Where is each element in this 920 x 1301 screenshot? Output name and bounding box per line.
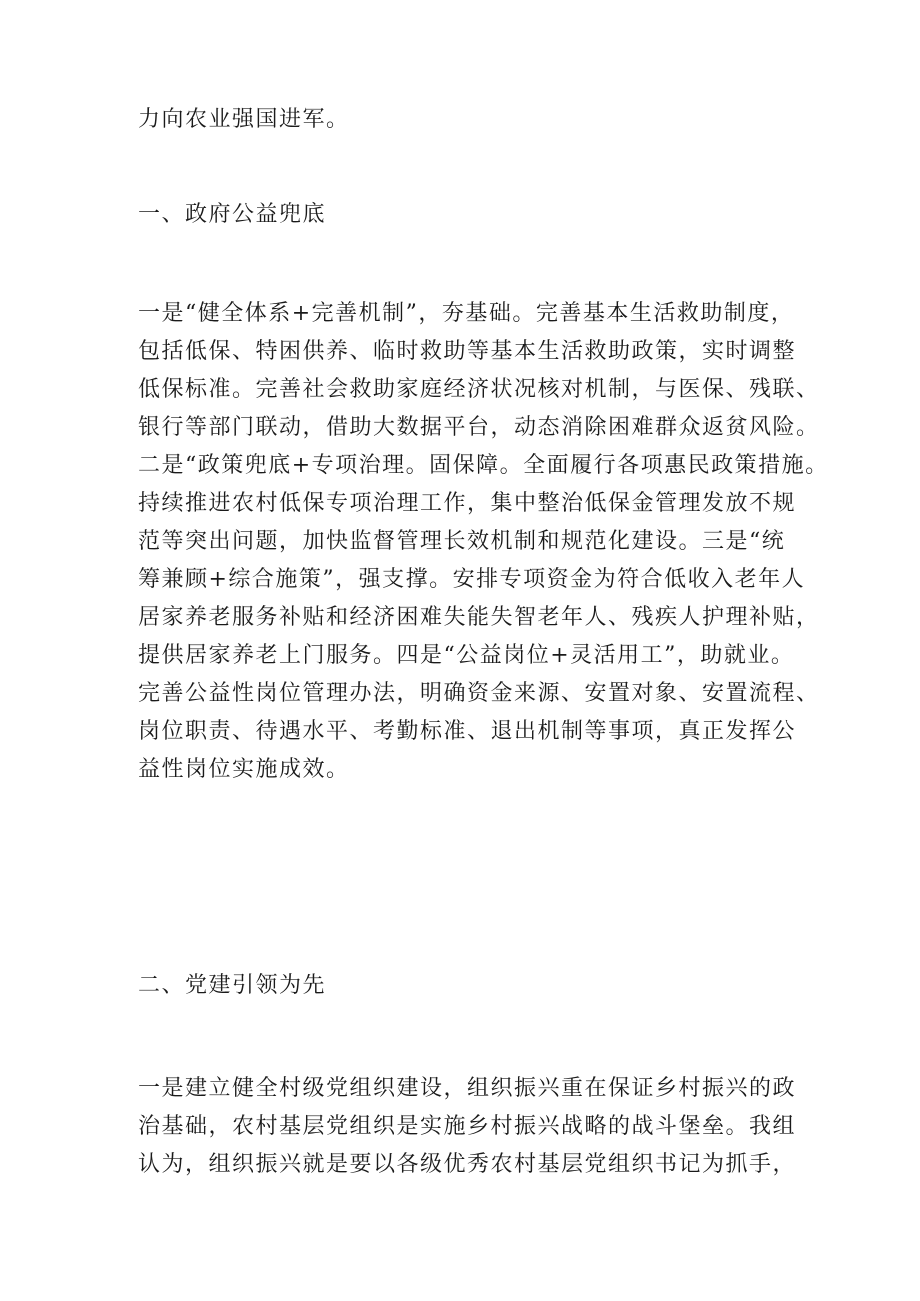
text-line: 二是“政策兜底+专项治理。固保障。全面履行各项惠民政策措施。 <box>138 453 829 478</box>
heading-text: 二、党建引领为先 <box>138 973 327 998</box>
text-line: 低保标准。完善社会救助家庭经济状况核对机制，与医保、残联、 <box>138 377 820 402</box>
text-line: 银行等部门联动，借助大数据平台，动态消除困难群众返贫风险。 <box>138 415 820 440</box>
text-line: 居家养老服务补贴和经济困难失能失智老年人、残疾人护理补贴， <box>138 605 820 630</box>
text-line: 完善公益性岗位管理办法，明确资金来源、安置对象、安置流程、 <box>138 681 820 706</box>
text-line: 包括低保、特困供养、临时救助等基本生活救助政策，实时调整 <box>138 339 797 364</box>
text-line: 筹兼顾+综合施策”，强支撑。安排专项资金为符合低收入老年人 <box>138 567 806 592</box>
text-line: 一是“健全体系+完善机制”，夯基础。完善基本生活救助制度， <box>138 301 795 326</box>
heading-text: 一、政府公益兜底 <box>138 202 327 227</box>
text-line: 岗位职责、待遇水平、考勤标准、退出机制等事项，真正发挥公 <box>138 719 797 744</box>
text-line: 持续推进农村低保专项治理工作，集中整治低保金管理发放不规 <box>138 491 797 516</box>
section-2-paragraph <box>138 1070 818 1184</box>
intro-line <box>138 101 818 139</box>
text-line: 力向农业强国进军。 <box>138 107 350 132</box>
text-line: 一是建立健全村级党组织建设，组织振兴重在保证乡村振兴的政 <box>138 1076 797 1101</box>
text-line: 范等突出问题，加快监督管理长效机制和规范化建设。三是“统 <box>138 529 786 554</box>
text-line: 提供居家养老上门服务。四是“公益岗位+灵活用工”，助就业。 <box>138 643 795 668</box>
text-line: 认为，组织振兴就是要以各级优秀农村基层党组织书记为抓手， <box>138 1152 797 1177</box>
section-heading-1 <box>138 196 818 234</box>
text-line: 益性岗位实施成效。 <box>138 757 350 782</box>
section-1-paragraph <box>138 295 829 789</box>
text-line: 治基础，农村基层党组织是实施乡村振兴战略的战斗堡垒。我组 <box>138 1114 797 1139</box>
section-heading-2 <box>138 967 818 1005</box>
